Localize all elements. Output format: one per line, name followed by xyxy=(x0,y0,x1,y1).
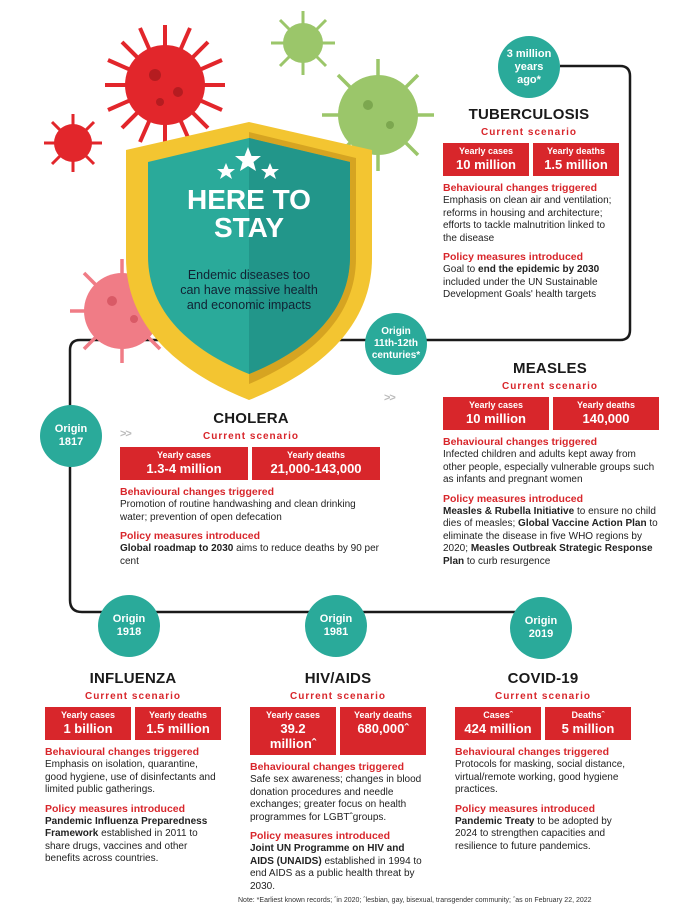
measles-behaviour-heading: Behavioural changes triggered xyxy=(443,436,598,448)
origin-covid-line1: Origin xyxy=(524,615,558,627)
origin-influenza xyxy=(98,595,160,657)
origin-influenza-line2: 1918 xyxy=(116,626,142,638)
measles-policy-b1: Measles & Rubella Initiative xyxy=(443,505,575,517)
cholera-behaviour-text: Promotion of routine handwashing and clean drinking water; prevention of open defecation xyxy=(120,499,356,523)
covid-behaviour-text: Protocols for masking, social distance, virtual/remote working, good hygiene practices. xyxy=(455,759,626,795)
measles-deaths-label: Yearly deaths xyxy=(576,400,636,410)
tuberculosis-scenario: Current scenario xyxy=(480,127,578,138)
hiv-cases-value: 39.2 millionˆ xyxy=(269,721,317,751)
hiv-section xyxy=(250,670,426,893)
hiv-cases-label: Yearly cases xyxy=(265,710,321,720)
footnote: Note: *Earliest known records; ˆin 2020; ˆlesbian, gay, bisexual, transgender community; ˆas on February 22, 2022 xyxy=(238,897,592,904)
hiv-title: HIV/AIDS xyxy=(304,670,372,687)
tb-policy-heading: Policy measures introduced xyxy=(443,251,584,263)
covid-cases-label: Casesˆ xyxy=(483,710,513,720)
covid-title: COVID-19 xyxy=(507,670,579,687)
tb-cases-box xyxy=(443,143,529,176)
shield-subtitle-2: can have massive health xyxy=(180,283,318,297)
tb-policy-text xyxy=(443,264,621,302)
tb-policy-pre: Goal to xyxy=(443,264,479,275)
origin-hiv-line1: Origin xyxy=(319,613,353,625)
measles-policy-text xyxy=(443,506,661,569)
influenza-cases-box xyxy=(45,707,131,740)
measles-policy-t1: to ensure no child dies of measles; xyxy=(443,505,656,529)
cholera-title: CHOLERA xyxy=(213,410,289,427)
origin-hiv-line2: 1981 xyxy=(323,626,349,638)
measles-cases-box xyxy=(443,397,549,430)
hiv-scenario: Current scenario xyxy=(289,691,387,702)
covid-deaths-value: 5 million xyxy=(561,721,615,736)
shield-subtitle-3: and economic impacts xyxy=(186,298,312,312)
covid-behaviour-heading: Behavioural changes triggered xyxy=(455,746,610,758)
measles-policy-t3: to curb resurgence xyxy=(464,555,551,567)
measles-cases-label: Yearly cases xyxy=(468,400,524,410)
covid-policy-post: to be adopted by 2024 to strengthen capacities and resilience to future pandemics. xyxy=(455,815,612,852)
influenza-scenario: Current scenario xyxy=(84,691,182,702)
cholera-deaths-label: Yearly deaths xyxy=(286,450,346,460)
arrows-measles: >> xyxy=(384,392,395,404)
cholera-behaviour-heading: Behavioural changes triggered xyxy=(120,486,275,498)
origin-measles xyxy=(365,313,427,375)
tb-behaviour-heading: Behavioural changes triggered xyxy=(443,182,598,194)
small-red-virus-icon xyxy=(42,112,104,174)
hiv-policy-heading: Policy measures introduced xyxy=(250,830,391,842)
measles-title: MEASLES xyxy=(513,360,587,377)
origin-covid-line2: 2019 xyxy=(528,628,554,640)
measles-policy-t2: to eliminate the disease in five WHO regions by 2020; xyxy=(443,518,658,554)
arrows-cholera: >> xyxy=(120,428,131,440)
measles-cases-value: 10 million xyxy=(466,411,526,426)
origin-measles-line3: centuries* xyxy=(371,350,421,361)
covid-cases-value: 424 million xyxy=(464,721,532,736)
hiv-deaths-box xyxy=(340,707,426,755)
hiv-deaths-value: 680,000ˆ xyxy=(357,721,409,736)
tb-deaths-value: 1.5 million xyxy=(544,157,608,172)
tb-cases-value: 10 million xyxy=(456,157,516,172)
measles-behaviour-text: Infected children and adults kept away from other people, especially vulnerable groups such as infants and pregnant women xyxy=(443,449,655,485)
covid-deaths-box xyxy=(545,707,631,740)
shield-subtitle-1: Endemic diseases too xyxy=(187,268,311,282)
cholera-scenario: Current scenario xyxy=(202,431,300,442)
cholera-cases-label: Yearly cases xyxy=(156,450,212,460)
cholera-policy-bold: Global roadmap to 2030 xyxy=(120,543,234,554)
hiv-behaviour-heading: Behavioural changes triggered xyxy=(250,761,405,773)
cholera-deaths-box xyxy=(252,447,380,480)
shield-icon xyxy=(120,120,378,402)
origin-tb xyxy=(498,36,560,98)
origin-cholera-line1: Origin xyxy=(54,423,88,435)
origin-hiv xyxy=(305,595,367,657)
covid-policy-bold: Pandemic Treaty xyxy=(455,815,535,827)
tb-cases-label: Yearly cases xyxy=(458,146,514,156)
origin-measles-line1: Origin xyxy=(381,326,411,337)
origin-tb-line1: 3 million xyxy=(506,47,552,60)
covid-policy-heading: Policy measures introduced xyxy=(455,802,596,815)
cholera-policy-text xyxy=(120,543,382,568)
influenza-deaths-value: 1.5 million xyxy=(146,721,210,736)
measles-scenario: Current scenario xyxy=(501,381,599,392)
influenza-cases-value: 1 billion xyxy=(63,721,113,736)
hiv-policy-text xyxy=(250,843,426,893)
influenza-deaths-box xyxy=(135,707,221,740)
influenza-policy-text xyxy=(45,816,221,866)
origin-measles-line2: 11th-12th xyxy=(374,338,418,349)
covid-scenario: Current scenario xyxy=(494,691,592,702)
influenza-policy-bold: Pandemic Influenza Preparedness Framework xyxy=(45,815,208,839)
tb-policy-post: included under the UN Sustainable Development Goals' health targets xyxy=(443,276,598,300)
tuberculosis-section xyxy=(443,106,621,302)
cholera-cases-box xyxy=(120,447,248,480)
hiv-behaviour-text: Safe sex awareness; changes in blood donation procedures and needle exchanges; greater focus on health programmes for LGBTˆgroups. xyxy=(250,774,422,823)
tuberculosis-title: TUBERCULOSIS xyxy=(468,106,590,123)
cholera-policy-heading: Policy measures introduced xyxy=(120,530,261,542)
covid-section xyxy=(455,670,633,853)
cholera-section xyxy=(120,410,382,568)
tb-behaviour-text: Emphasis on clean air and ventilation; reforms in housing and architecture; efforts to tackle malnutrition linked to the disease xyxy=(443,195,612,244)
measles-policy-heading: Policy measures introduced xyxy=(443,492,584,505)
origin-cholera-line2: 1817 xyxy=(58,436,84,448)
origin-tb-line2: years xyxy=(514,60,544,73)
hiv-deaths-label: Yearly deaths xyxy=(353,710,413,720)
cholera-deaths-value: 21,000-143,000 xyxy=(270,461,362,476)
hiv-policy-bold: Joint UN Programme on HIV and AIDS (UNAIDS) xyxy=(250,843,405,867)
tb-deaths-label: Yearly deaths xyxy=(546,146,606,156)
measles-deaths-value: 140,000 xyxy=(582,411,630,426)
influenza-policy-heading: Policy measures introduced xyxy=(45,802,186,815)
cholera-policy-post: aims to reduce deaths by 90 per cent xyxy=(120,543,380,567)
covid-cases-box xyxy=(455,707,541,740)
origin-covid xyxy=(510,597,572,659)
tb-deaths-box xyxy=(533,143,619,176)
hiv-cases-box xyxy=(250,707,336,755)
hiv-policy-post: established in 1994 to end AIDS as a public health threat by 2030. xyxy=(250,855,422,892)
headline-line1: HERE TO xyxy=(187,184,311,215)
influenza-policy-post: established in 2011 to share drugs, vaccines and other benefits across countries. xyxy=(45,828,198,864)
covid-deaths-label: Deathsˆ xyxy=(571,710,605,720)
measles-policy-b2: Global Vaccine Action Plan xyxy=(518,518,647,529)
influenza-cases-label: Yearly cases xyxy=(60,710,116,720)
influenza-behaviour-heading: Behavioural changes triggered xyxy=(45,746,200,758)
influenza-behaviour-text: Emphasis on isolation, quarantine, good hygiene, use of disinfectants and limited public gatherings. xyxy=(45,759,216,795)
origin-influenza-line1: Origin xyxy=(112,613,146,625)
tb-policy-bold: end the epidemic by 2030 xyxy=(478,264,600,275)
measles-section xyxy=(443,360,661,568)
headline-line2: STAY xyxy=(213,212,285,243)
origin-cholera xyxy=(40,405,102,467)
covid-policy-text xyxy=(455,816,633,854)
influenza-section xyxy=(45,670,221,866)
origin-tb-line3: ago* xyxy=(517,73,541,86)
measles-deaths-box xyxy=(553,397,659,430)
cholera-cases-value: 1.3-4 million xyxy=(146,461,222,476)
influenza-title: INFLUENZA xyxy=(89,670,177,687)
measles-policy-b3: Measles Outbreak Strategic Response Plan xyxy=(443,543,653,567)
influenza-deaths-label: Yearly deaths xyxy=(148,710,208,720)
